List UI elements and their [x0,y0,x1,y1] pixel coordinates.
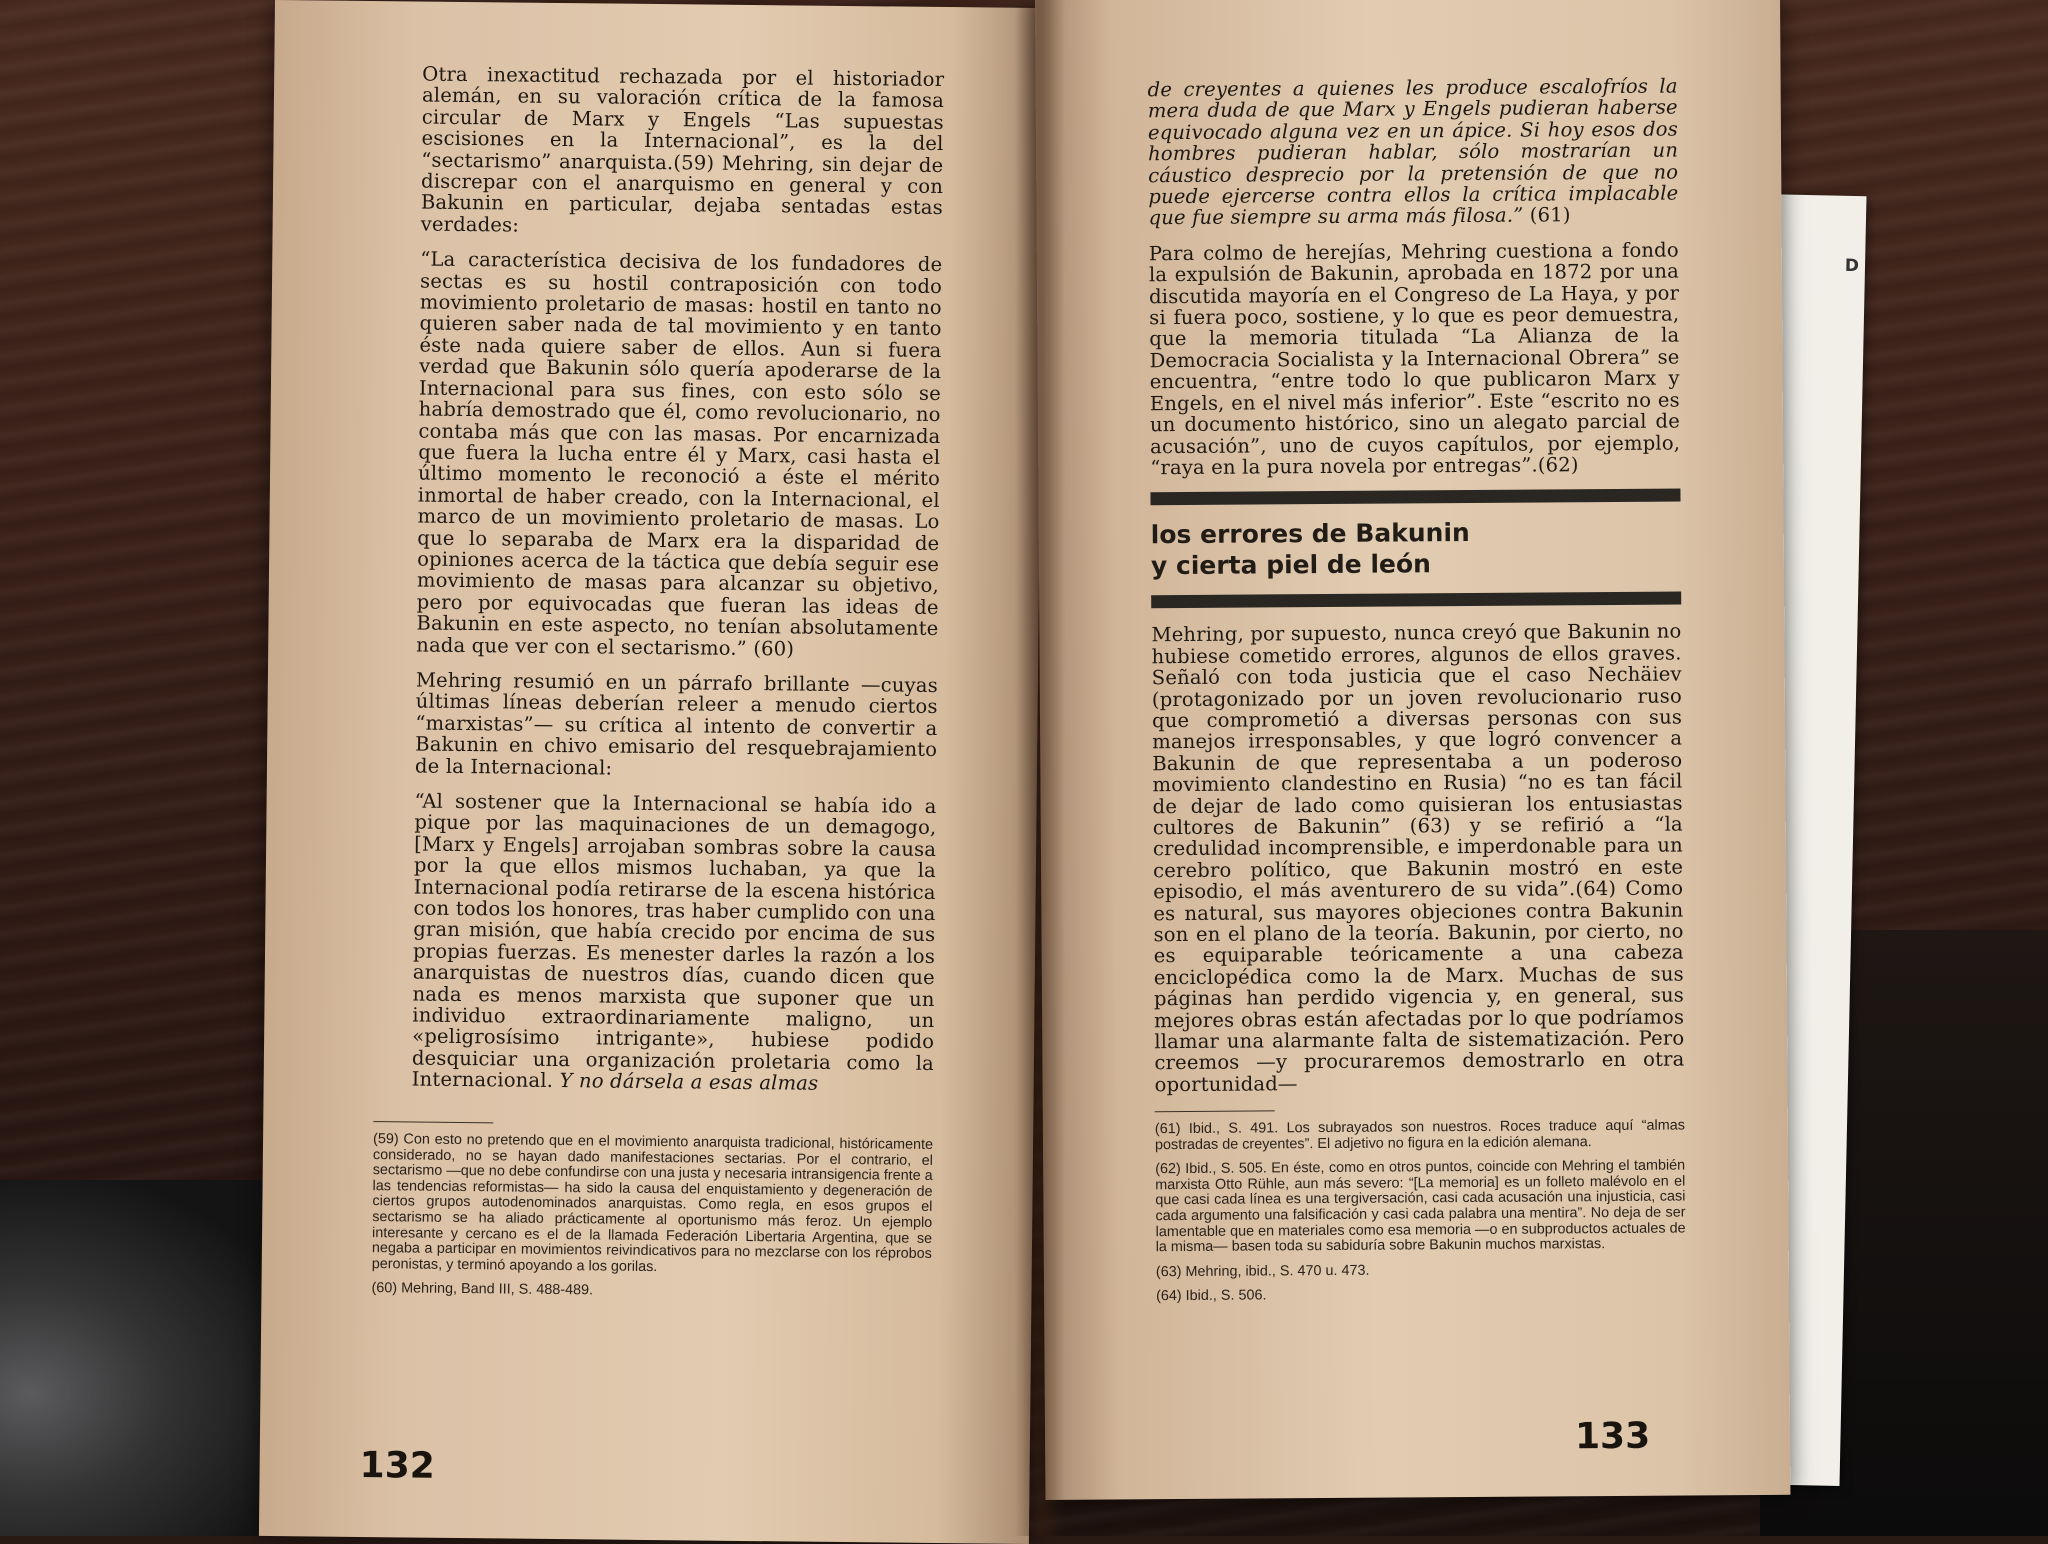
section-bar-top [1150,489,1680,506]
footnote-ref-61: (61) [1529,203,1571,227]
section-title [1151,516,1681,582]
footnote-60: (60) Mehring, Band III, S. 488-489. [371,1280,594,1299]
back-sheet-letter: D [1844,255,1860,277]
left-quote: “La característica decisiva de los fundadores de sectas es su hostil contraposición con todo movimiento proletario de masas: hostil en tanto no quieren saber nada de tal movimiento y en tanto éste nada quiere saber de ellos. Aun si fuera verdad que Bakunin sólo quería apoderarse de la Internacional para sus fines, con esto sólo se habría demostrado que él, como revolucionario, no contaba más que con las masas. Por encarnizada que fuera la lucha entre él y Marx, casi hasta el último momento le reconoció a éste el mérito inmortal de haber creado, con la Internacional, el marco de un movimiento proletario de masas. Lo que lo separaba de Marx era la disparidad de opiniones acerca de la táctica que debía seguir ese movimiento de masas para alcanzar su objetivo, pero por equivocadas que fueran las ideas de Bakunin en este aspecto, no tenían absolutamente nada que ver con el sectarismo.” (60) [416,247,943,661]
footnote-62: (62) Ibid., S. 505. En éste, como en otros puntos, coincide con Mehring el también marxista Otto Rühle, aun más severo: “[La memoria] es un folleto malévolo en el que casi cada línea es una tergiversación, casi cada acusación una injusticia, casi cada argumento una falsificación y casi cada palabra una mentira”. No deja de ser lamentable que en materiales como esa memoria —o en subproductos actuales de la misma— basen toda su sabiduría sobre Bakunin muchos marxistas. [1155,1157,1686,1256]
section-bar-bottom [1151,592,1681,609]
left-paragraph: Mehring resumió en un párrafo brillante —cuyas últimas líneas deberían releer a menudo ciertos “marxistas”— su crítica al intento de convertir a Bakunin en chivo emisario del resquebrajamiento de la Internacional: [414,668,938,780]
footnote-63: (63) Mehring, ibid., S. 470 u. 473. [1155,1262,1370,1280]
footnote-rule [1155,1110,1275,1112]
left-paragraph: Otra inexactitud rechazada por el historiador alemán, en su valoración crítica de la famosa circular de Marx y Engels “Las supuestas escisiones en la Internacional”, es la del “sectarismo” anarquista.(59) Mehring, sin dejar de discrepar con el anarquismo en general y con Bakunin en particular, dejaba sentadas estas verdades: [420,62,945,237]
left-quote-text: “Al sostener que la Internacional se había ido a pique por las maquinaciones de un demagogo, [Marx y Engels] arrojaban sombras sobre la causa por la que ellos mismos luchaban, ya que la Internacional podía retirarse de la escena histórica con todos los honores, tras haber cumplido con una gran misión, que había crecido por encima de sus propias fuerzas. Es menester darles la razón a los anarquistas de nuestros días, cuando dicen que nada es menos marxista que suponer que un individuo extraordinariamente maligno, un «peligrosísimo intrigante», hubiese podido desquiciar una organización proletaria como la Internacional. [411,789,937,1093]
footnote-59: (59) Con esto no pretendo que en el movimiento anarquista tradicional, históricamente considerado, no se hayan dado manifestaciones sectarias. Por el contrario, el sectarismo —que no debe confundirse con una justa y necesaria intransigencia frente a las tendencias reformistas— ha sido la causa del enquistamiento y degeneración de ciertos grupos autodenominados anarquistas. Como regla, en esos grupos el sectarismo se ha aliado prácticamente al oportunismo más feroz. Un ejemplo interesante y cercano es el de la llamada Federación Libertaria Argentina, que se negaba a participar en movimientos reivindicativos para no mezclarse con los réprobos peronistas, y terminó apoyando a los gorilas. [371,1131,934,1275]
left-quote [412,791,937,1096]
book-page-left [259,0,1045,1544]
right-intro-quote [1148,76,1679,230]
left-footnotes [371,1121,933,1312]
footnote-64: (64) Ibid., S. 506. [1155,1287,1267,1305]
right-footnotes [1155,1107,1686,1314]
page-number-left: 132 [359,1444,436,1487]
right-paragraph: Mehring, por supuesto, nunca creyó que Bakunin no hubiese cometido errores, algunos de ellos graves. Señaló con toda justicia que el caso Nechäiev (protagonizado por un joven revolucionario ruso que comprometió a diversas personas con sus manejos irresponsables, y que logró convencer a Bakunin de que representaba a un poderoso movimiento clandestino en Rusia) “no es tan fácil de dejar de lado como quisieran los entusiastas cultores de Bakunin” (63) y se refirió a “la credulidad incomprensible, e imperdonable para un cerebro político, que Bakunin mostró en este episodio, el más aventurero de su vida”.(64) Como es natural, sus mayores objeciones contra Bakunin son en el plano de la teoría. Bakunin, por cierto, no es equiparable teóricamente a una cabeza enciclopédica como la de Marx. Muchas de sus páginas han perdido vigencia y, en general, sus mejores obras están afectadas por lo que podríamos llamar una alarmante falta de sistematización. Pero creemos —y procuraremos demostrarlo en otra oportunidad— [1151,619,1685,1097]
page-number-right: 133 [1574,1415,1651,1458]
dark-object-corner [0,1180,300,1536]
right-paragraph: Para colmo de herejías, Mehring cuestiona a fondo la expulsión de Bakunin, aprobada en 1872 por una discutida mayoría en el Congreso de La Haya, y por si fuera poco, sostiene, y lo que es peor demuestra, que la memoria titulada “La Alianza de la Democracia Socialista y la Internacional Obrera” se encuentra, “entre todo lo que publicaron Marx y Engels, en el nivel más inferior”. Este “escrito no es un documento histórico, sino un alegato parcial de acusación”, uno de cuyos capítulos, por ejemplo, “raya en la pura novela por entregas”.(62) [1148,238,1681,480]
right-body-column [1148,76,1685,1110]
left-body-column [411,64,944,1110]
section-title-line-2: y cierta piel de león [1150,549,1432,581]
footnote-rule [373,1121,493,1123]
footnote-61: (61) Ibid., S. 491. Los subrayados son nuestros. Roces traduce aquí “almas postradas de creyentes”. El adjetivo no figura en la edición alemana. [1154,1117,1685,1153]
left-quote-italic: Y no dársela a esas almas [559,1069,819,1096]
right-intro-italic: de creyentes a quienes les produce escalofríos la mera duda de que Marx y Engels pudieran haberse equivocado alguna vez en un ápice. Si hoy esos dos hombres pudieran hablar, sólo mostrarían un cáustico desprecio por la pretensión de que no puede ejercerse contra ellos la crítica implacable que fue siempre su arma más filosa.” [1147,74,1679,230]
section-title-line-1: los errores de Bakunin [1150,518,1470,550]
book-page-right [1035,0,1790,1500]
book-gutter-shadow [1015,0,1065,1536]
